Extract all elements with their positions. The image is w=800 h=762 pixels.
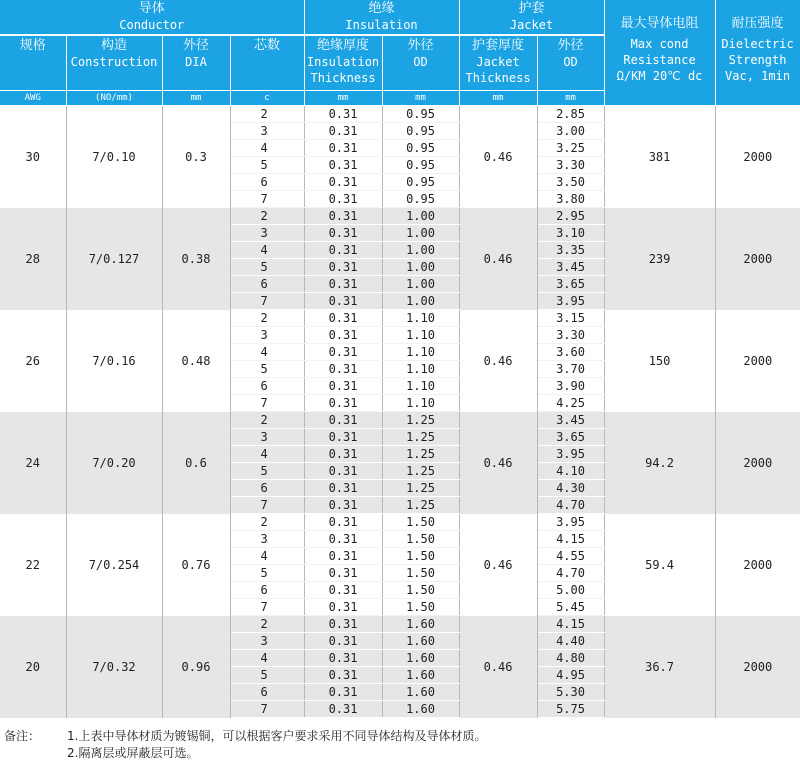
insulation-od-cell: 1.50 <box>382 531 459 548</box>
jacket-od-cell: 5.45 <box>537 599 604 616</box>
jacket-od-cell: 5.30 <box>537 684 604 701</box>
cores-cell: 3 <box>230 225 304 242</box>
insulation-thickness-cell: 0.31 <box>304 480 382 497</box>
insulation-thickness-cell: 0.31 <box>304 446 382 463</box>
jacket-od-cell: 4.55 <box>537 548 604 565</box>
cores-cell: 4 <box>230 242 304 259</box>
cores-cell: 5 <box>230 565 304 582</box>
cores-cell: 5 <box>230 157 304 174</box>
insulation-thickness-cell: 0.31 <box>304 123 382 140</box>
cores-cell: 6 <box>230 276 304 293</box>
jacket-thickness-unit: mm <box>459 91 537 106</box>
insulation-od-cell: 1.50 <box>382 599 459 616</box>
jacket-od-cell: 2.85 <box>537 106 604 123</box>
jacket-od-cell: 4.95 <box>537 667 604 684</box>
table-header <box>0 0 800 106</box>
construction-cell: 7/0.127 <box>66 208 162 310</box>
cores-cell: 4 <box>230 548 304 565</box>
cores-cell: 7 <box>230 701 304 718</box>
insulation-od-cell: 1.00 <box>382 242 459 259</box>
insulation-od-cell: 1.10 <box>382 344 459 361</box>
cores-cell: 4 <box>230 650 304 667</box>
dielectric-cell: 2000 <box>715 106 800 208</box>
construction-cell: 7/0.10 <box>66 106 162 208</box>
insulation-thickness-cell: 0.31 <box>304 310 382 327</box>
jacket-od-cell: 4.70 <box>537 565 604 582</box>
cores-cell: 3 <box>230 633 304 650</box>
insulation-od-cell: 1.00 <box>382 225 459 242</box>
insulation-od-cell: 1.25 <box>382 412 459 429</box>
cores-cell: 4 <box>230 140 304 157</box>
insulation-od-cell: 1.00 <box>382 293 459 310</box>
jacket-od-cell: 3.70 <box>537 361 604 378</box>
insulation-od-cell: 1.50 <box>382 565 459 582</box>
insulation-thickness-cell: 0.31 <box>304 106 382 123</box>
construction-cell: 7/0.16 <box>66 310 162 412</box>
insulation-thickness-cell: 0.31 <box>304 616 382 633</box>
insulation-od-cell: 1.00 <box>382 208 459 225</box>
insulation-thickness-cell: 0.31 <box>304 684 382 701</box>
insulation-thickness-cell: 0.31 <box>304 344 382 361</box>
insulation-thickness-cell: 0.31 <box>304 293 382 310</box>
jacket-group-header: 护套 Jacket <box>459 0 604 35</box>
insulation-thickness-cell: 0.31 <box>304 208 382 225</box>
jacket-thickness-cell: 0.46 <box>459 412 537 514</box>
jacket-od-cell: 3.00 <box>537 123 604 140</box>
jacket-od-cell: 4.25 <box>537 395 604 412</box>
cores-unit: c <box>230 91 304 106</box>
construction-cell: 7/0.254 <box>66 514 162 616</box>
insulation-thickness-cell: 0.31 <box>304 225 382 242</box>
insulation-thickness-cell: 0.31 <box>304 174 382 191</box>
jacket-thickness-cell: 0.46 <box>459 310 537 412</box>
insulation-thickness-cell: 0.31 <box>304 548 382 565</box>
insulation-group-header: 绝缘 Insulation <box>304 0 459 35</box>
jacket-od-cell: 3.35 <box>537 242 604 259</box>
cores-cell: 5 <box>230 463 304 480</box>
table-row <box>0 310 800 327</box>
insulation-od-cell: 1.25 <box>382 463 459 480</box>
insulation-thickness-cell: 0.31 <box>304 667 382 684</box>
insulation-thickness-cell: 0.31 <box>304 531 382 548</box>
dia-cell: 0.96 <box>162 616 230 718</box>
insulation-od-cell: 1.50 <box>382 514 459 531</box>
jacket-od-cell: 4.30 <box>537 480 604 497</box>
awg-cell: 20 <box>0 616 66 718</box>
jacket-od-header: 外径 OD <box>537 35 604 91</box>
insulation-od-cell: 0.95 <box>382 157 459 174</box>
jacket-od-cell: 3.95 <box>537 293 604 310</box>
table-row <box>0 514 800 531</box>
insulation-od-cell: 1.10 <box>382 327 459 344</box>
insulation-od-cell: 1.10 <box>382 361 459 378</box>
insulation-od-cell: 1.60 <box>382 633 459 650</box>
table-row <box>0 616 800 633</box>
awg-cell: 22 <box>0 514 66 616</box>
insulation-od-cell: 1.60 <box>382 667 459 684</box>
construction-header: 构造 Construction <box>66 35 162 91</box>
insulation-thickness-cell: 0.31 <box>304 378 382 395</box>
insulation-od-cell: 1.25 <box>382 446 459 463</box>
insulation-od-unit: mm <box>382 91 459 106</box>
jacket-thickness-cell: 0.46 <box>459 616 537 718</box>
awg-cell: 24 <box>0 412 66 514</box>
awg-cell: 28 <box>0 208 66 310</box>
jacket-od-unit: mm <box>537 91 604 106</box>
dielectric-cell: 2000 <box>715 208 800 310</box>
jacket-thickness-cell: 0.46 <box>459 106 537 208</box>
jacket-od-cell: 3.65 <box>537 429 604 446</box>
jacket-thickness-cell: 0.46 <box>459 514 537 616</box>
insulation-thickness-cell: 0.31 <box>304 276 382 293</box>
dia-cell: 0.3 <box>162 106 230 208</box>
insulation-od-cell: 1.60 <box>382 616 459 633</box>
cores-cell: 2 <box>230 412 304 429</box>
cores-cell: 6 <box>230 684 304 701</box>
insulation-od-cell: 1.25 <box>382 480 459 497</box>
insulation-od-cell: 1.10 <box>382 310 459 327</box>
insulation-thickness-cell: 0.31 <box>304 259 382 276</box>
table-body <box>0 106 800 718</box>
jacket-od-cell: 3.90 <box>537 378 604 395</box>
jacket-od-cell: 3.10 <box>537 225 604 242</box>
insulation-thickness-cell: 0.31 <box>304 463 382 480</box>
insulation-thickness-cell: 0.31 <box>304 582 382 599</box>
cores-cell: 3 <box>230 123 304 140</box>
resistance-cell: 239 <box>604 208 715 310</box>
cores-header: 芯数 <box>230 35 304 91</box>
jacket-od-cell: 5.00 <box>537 582 604 599</box>
dia-cell: 0.76 <box>162 514 230 616</box>
insulation-od-cell: 0.95 <box>382 106 459 123</box>
insulation-thickness-cell: 0.31 <box>304 242 382 259</box>
insulation-thickness-unit: mm <box>304 91 382 106</box>
cores-cell: 2 <box>230 514 304 531</box>
cores-cell: 5 <box>230 361 304 378</box>
insulation-od-cell: 1.10 <box>382 378 459 395</box>
insulation-thickness-cell: 0.31 <box>304 565 382 582</box>
dielectric-header: 耐压强度 Dielectric Strength Vac, 1min <box>715 0 800 106</box>
insulation-thickness-cell: 0.31 <box>304 395 382 412</box>
conductor-group-header: 导体 Conductor <box>0 0 304 35</box>
jacket-od-cell: 5.75 <box>537 701 604 718</box>
resistance-cell: 150 <box>604 310 715 412</box>
insulation-thickness-cell: 0.31 <box>304 429 382 446</box>
insulation-thickness-cell: 0.31 <box>304 633 382 650</box>
jacket-thickness-header: 护套厚度 Jacket Thickness <box>459 35 537 91</box>
insulation-thickness-cell: 0.31 <box>304 361 382 378</box>
cores-cell: 2 <box>230 616 304 633</box>
jacket-od-cell: 4.15 <box>537 616 604 633</box>
cores-cell: 6 <box>230 480 304 497</box>
cores-cell: 5 <box>230 259 304 276</box>
dia-cell: 0.48 <box>162 310 230 412</box>
insulation-od-cell: 1.50 <box>382 548 459 565</box>
cores-cell: 7 <box>230 395 304 412</box>
jacket-od-cell: 3.95 <box>537 446 604 463</box>
jacket-thickness-cell: 0.46 <box>459 208 537 310</box>
insulation-thickness-cell: 0.31 <box>304 157 382 174</box>
table-row <box>0 208 800 225</box>
cores-cell: 2 <box>230 310 304 327</box>
jacket-od-cell: 3.30 <box>537 327 604 344</box>
cores-cell: 7 <box>230 497 304 514</box>
jacket-od-cell: 3.50 <box>537 174 604 191</box>
note-item-2: 2.隔离层或屏蔽层可选。 <box>67 746 199 760</box>
jacket-od-cell: 3.25 <box>537 140 604 157</box>
insulation-thickness-cell: 0.31 <box>304 327 382 344</box>
insulation-od-header: 外径 OD <box>382 35 459 91</box>
dielectric-cell: 2000 <box>715 310 800 412</box>
dia-header: 外径 DIA <box>162 35 230 91</box>
cores-cell: 5 <box>230 667 304 684</box>
resistance-cell: 36.7 <box>604 616 715 718</box>
awg-cell: 26 <box>0 310 66 412</box>
cores-cell: 6 <box>230 582 304 599</box>
dielectric-cell: 2000 <box>715 616 800 718</box>
cores-cell: 6 <box>230 174 304 191</box>
jacket-od-cell: 3.15 <box>537 310 604 327</box>
insulation-od-cell: 1.25 <box>382 429 459 446</box>
jacket-od-cell: 4.10 <box>537 463 604 480</box>
insulation-thickness-header: 绝缘厚度 Insulation Thickness <box>304 35 382 91</box>
resistance-cell: 59.4 <box>604 514 715 616</box>
cores-cell: 4 <box>230 344 304 361</box>
cores-cell: 2 <box>230 106 304 123</box>
note-item-1: 1.上表中导体材质为镀锡铜，可以根据客户要求采用不同导体结构及导体材质。 <box>67 729 487 743</box>
jacket-od-cell: 4.15 <box>537 531 604 548</box>
insulation-thickness-cell: 0.31 <box>304 191 382 208</box>
cores-cell: 7 <box>230 191 304 208</box>
notes-label: 备注： <box>4 729 41 743</box>
jacket-od-cell: 4.70 <box>537 497 604 514</box>
jacket-od-cell: 3.60 <box>537 344 604 361</box>
insulation-od-cell: 1.50 <box>382 582 459 599</box>
dielectric-cell: 2000 <box>715 412 800 514</box>
insulation-thickness-cell: 0.31 <box>304 412 382 429</box>
insulation-od-cell: 1.10 <box>382 395 459 412</box>
cores-cell: 2 <box>230 208 304 225</box>
resistance-header: 最大导体电阻 Max cond Resistance Ω/KM 20℃ dc <box>604 0 715 106</box>
construction-unit: (NO/mm) <box>66 91 162 106</box>
awg-unit: AWG <box>0 91 66 106</box>
cores-cell: 6 <box>230 378 304 395</box>
table-row <box>0 106 800 123</box>
cores-cell: 3 <box>230 327 304 344</box>
table-row <box>0 412 800 429</box>
jacket-od-cell: 2.95 <box>537 208 604 225</box>
cores-cell: 7 <box>230 293 304 310</box>
insulation-od-cell: 1.60 <box>382 684 459 701</box>
jacket-od-cell: 4.80 <box>537 650 604 667</box>
awg-cell: 30 <box>0 106 66 208</box>
jacket-od-cell: 4.40 <box>537 633 604 650</box>
insulation-od-cell: 1.60 <box>382 650 459 667</box>
insulation-od-cell: 0.95 <box>382 140 459 157</box>
dia-unit: mm <box>162 91 230 106</box>
insulation-od-cell: 1.60 <box>382 701 459 718</box>
cores-cell: 4 <box>230 446 304 463</box>
resistance-cell: 381 <box>604 106 715 208</box>
cores-cell: 3 <box>230 531 304 548</box>
jacket-od-cell: 3.80 <box>537 191 604 208</box>
resistance-cell: 94.2 <box>604 412 715 514</box>
jacket-od-cell: 3.30 <box>537 157 604 174</box>
insulation-thickness-cell: 0.31 <box>304 514 382 531</box>
awg-header: 规格 <box>0 35 66 91</box>
cores-cell: 3 <box>230 429 304 446</box>
cores-cell: 7 <box>230 599 304 616</box>
construction-cell: 7/0.20 <box>66 412 162 514</box>
jacket-od-cell: 3.65 <box>537 276 604 293</box>
jacket-od-cell: 3.45 <box>537 412 604 429</box>
dielectric-cell: 2000 <box>715 514 800 616</box>
insulation-thickness-cell: 0.31 <box>304 650 382 667</box>
dia-cell: 0.6 <box>162 412 230 514</box>
construction-cell: 7/0.32 <box>66 616 162 718</box>
insulation-thickness-cell: 0.31 <box>304 497 382 514</box>
dia-cell: 0.38 <box>162 208 230 310</box>
insulation-thickness-cell: 0.31 <box>304 701 382 718</box>
jacket-od-cell: 3.95 <box>537 514 604 531</box>
jacket-od-cell: 3.45 <box>537 259 604 276</box>
insulation-od-cell: 0.95 <box>382 174 459 191</box>
insulation-thickness-cell: 0.31 <box>304 140 382 157</box>
insulation-od-cell: 1.00 <box>382 276 459 293</box>
insulation-od-cell: 0.95 <box>382 191 459 208</box>
insulation-od-cell: 1.25 <box>382 497 459 514</box>
insulation-od-cell: 0.95 <box>382 123 459 140</box>
insulation-thickness-cell: 0.31 <box>304 599 382 616</box>
insulation-od-cell: 1.00 <box>382 259 459 276</box>
